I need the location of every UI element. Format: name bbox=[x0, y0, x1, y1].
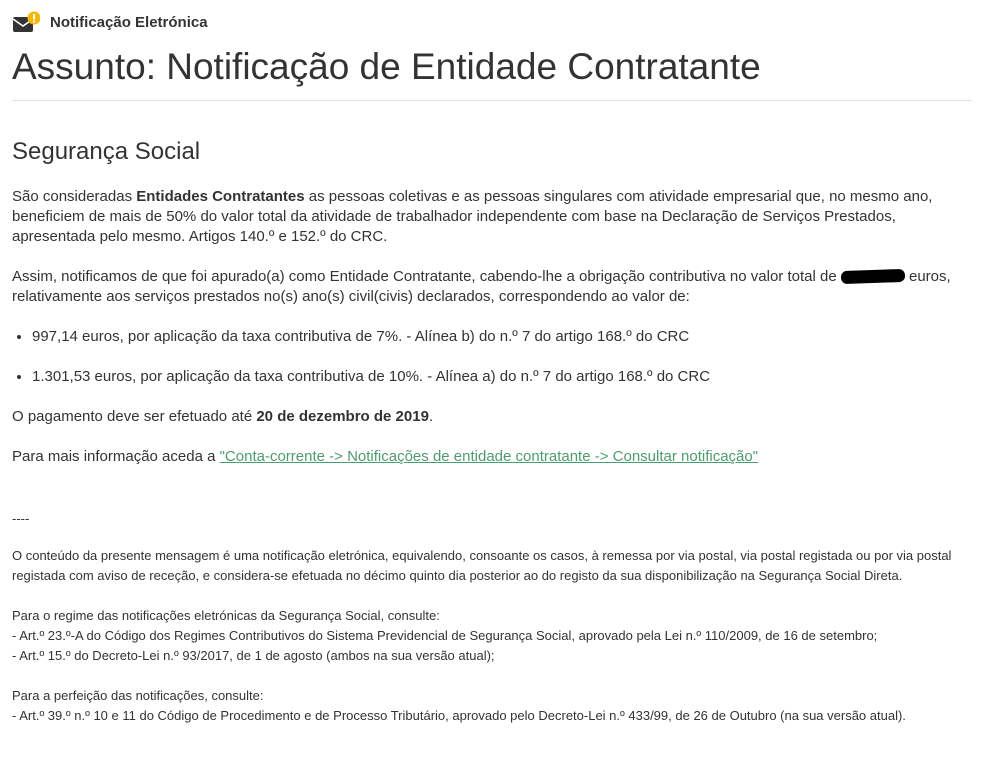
notification-paragraph bbox=[12, 267, 972, 307]
para1-text-start: São consideradas bbox=[12, 188, 137, 205]
payment-paragraph bbox=[12, 407, 972, 427]
payment-text-end: . bbox=[428, 408, 434, 425]
footer-line: Para a perfeição das notificações, consulte: bbox=[12, 688, 264, 703]
notification-header bbox=[12, 0, 972, 36]
section-title: Segurança Social bbox=[12, 138, 201, 165]
message-body bbox=[12, 187, 972, 467]
redacted-amount bbox=[841, 269, 905, 284]
para1-text-end: as pessoas coletivas e as pessoas singulares com atividade empresarial que, no mesmo ano, beneficiem de mais de 50% do valor total da atividade de trabalhador independente com base na Declaração de Serviços Prestados, apresentada pelo mesmo. Artigos 140.º e 152.º do CRC. bbox=[12, 188, 933, 245]
para1-bold-term: Entidades Contratantes bbox=[136, 188, 305, 205]
contribution-list bbox=[12, 327, 972, 387]
consult-notification-link[interactable]: "Conta-corrente -> Notificações de entidade contratante -> Consultar notificação" bbox=[219, 448, 759, 465]
para2-text-end: euros, relativamente aos serviços prestados no(s) ano(s) civil(civis) declarados, correspondendo ao valor de: bbox=[12, 268, 951, 305]
contracting-entities-paragraph bbox=[12, 187, 972, 247]
footer-paragraph-1: O conteúdo da presente mensagem é uma notificação eletrónica, equivalendo, consoante os casos, à remessa por via postal, via postal registada ou por via postal registada com aviso de receção, e considera-se efetuada no décimo quinto dia posterior ao do registo da sua disponibilização na Segurança Social Direta. bbox=[12, 548, 952, 583]
payment-text: O pagamento deve ser efetuado até bbox=[12, 408, 257, 425]
legal-footer bbox=[12, 546, 972, 726]
separator: ---- bbox=[12, 511, 30, 526]
subject-title: Assunto: Notificação de Entidade Contratante bbox=[12, 44, 972, 101]
footer-paragraph-3 bbox=[12, 686, 972, 726]
more-info-paragraph bbox=[12, 447, 972, 467]
list-item: • 1.301,53 euros, por aplicação da taxa contributiva de 10%. - Alínea a) do n.º 7 do artigo 168.º do CRC bbox=[32, 367, 972, 387]
list-item: • 997,14 euros, por aplicação da taxa contributiva de 7%. - Alínea b) do n.º 7 do artigo 168.º do CRC bbox=[32, 327, 972, 347]
footer-line: - Art.º 23.º-A do Código dos Regimes Contributivos do Sistema Previdencial de Segurança Social, aprovado pela Lei n.º 110/2009, de 16 de setembro; bbox=[12, 628, 878, 643]
footer-line: Para o regime das notificações eletrónicas da Segurança Social, consulte: bbox=[12, 608, 440, 623]
footer-line: - Art.º 39.º n.º 10 e 11 do Código de Procedimento e de Processo Tributário, aprovado pelo Decreto-Lei n.º 433/99, de 26 de Outubro (na sua versão atual). bbox=[12, 708, 906, 723]
footer-paragraph-2 bbox=[12, 606, 972, 666]
para2-text-start: Assim, notificamos de que foi apurado(a) como Entidade Contratante, cabendo-lhe a obrigação contributiva no valor total de bbox=[12, 268, 841, 285]
header-label: Notificação Eletrónica bbox=[50, 13, 208, 31]
payment-due-date: 20 de dezembro de 2019 bbox=[256, 408, 429, 425]
footer-line: - Art.º 15.º do Decreto-Lei n.º 93/2017, de 1 de agosto (ambos na sua versão atual); bbox=[12, 648, 495, 663]
more-info-text: Para mais informação aceda a bbox=[12, 448, 220, 465]
mail-alert-icon bbox=[12, 11, 40, 33]
